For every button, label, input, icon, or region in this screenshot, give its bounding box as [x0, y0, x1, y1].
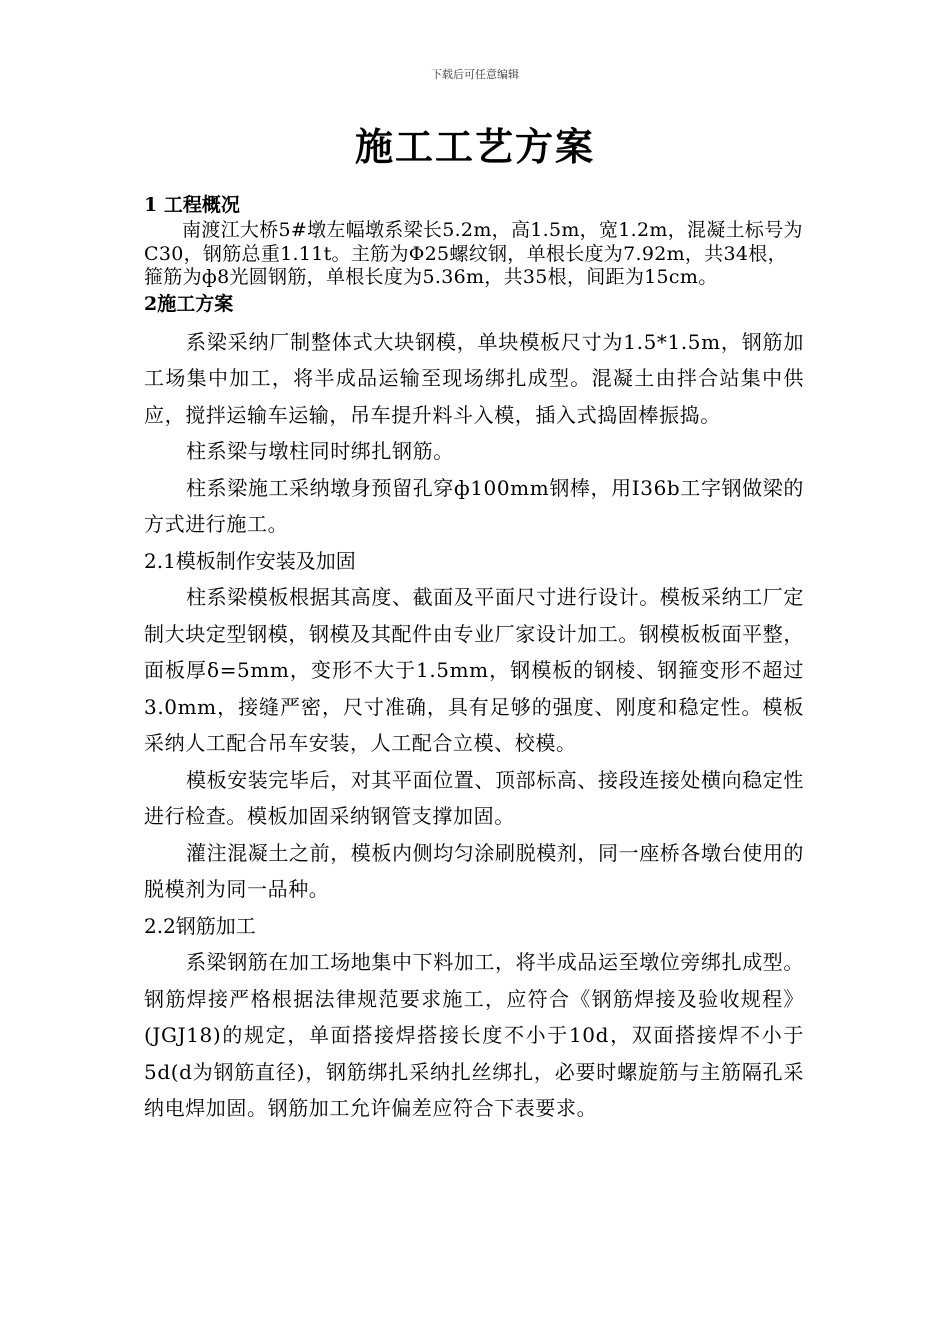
section-2-2-heading: 2.2钢筋加工: [144, 913, 256, 938]
section-2-paragraph: 柱系梁施工采纳墩身预留孔穿ф100mm钢棒，用I36b工字钢做梁的方式进行施工。: [144, 475, 804, 536]
section-2-2-paragraph: 系梁钢筋在加工场地集中下料加工，将半成品运至墩位旁绑扎成型。钢筋焊接严格根据法律规范要求施工，应符合《钢筋焊接及验收规程》(JGJ18)的规定，单面搭接焊搭接长度不小于10d，双面搭接焊不小于5d(d为钢筋直径)，钢筋绑扎采纳扎丝绑扎，必要时螺旋筋与主筋隔孔采纳电焊加固。钢筋加工允许偏差应符合下表要求。: [144, 950, 804, 1120]
section-2-paragraph: 柱系梁与墩柱同时绑扎钢筋。: [186, 439, 454, 463]
section-2-1-paragraph: 灌注混凝土之前，模板内侧均匀涂刷脱模剂，同一座桥各墩台使用的脱模剂为同一品种。: [144, 840, 804, 901]
section-2-1-paragraph: 模板安装完毕后，对其平面位置、顶部标高、接段连接处横向稳定性进行检查。模板加固采纳钢管支撑加固。: [144, 767, 804, 828]
section-1-heading: 1 工程概况: [144, 194, 240, 216]
section-2-1-heading: 2.1模板制作安装及加固: [144, 548, 356, 573]
section-2-paragraph: 系梁采纳厂制整体式大块钢模，单块模板尺寸为1.5*1.5m，钢筋加工场集中加工，将半成品运输至现场绑扎成型。混凝土由拌合站集中供应，搅拌运输车运输，吊车提升料斗入模，插入式捣固棒振捣。: [144, 329, 804, 427]
document-title: 施工工艺方案: [354, 124, 595, 169]
section-1-body: 南渡江大桥5#墩左幅墩系梁长5.2m，高1.5m，宽1.2m，混凝土标号为C30，钢筋总重1.11t。主筋为Φ25螺纹钢，单根长度为7.92m，共34根，箍筋为ф8光圆钢筋，单根长度为5.36m，共35根，间距为15cm。: [144, 219, 803, 288]
section-2-heading: 2施工方案: [144, 292, 234, 315]
page-header-note: 下载后可任意编辑: [431, 68, 519, 81]
section-2-1-paragraph: 柱系梁模板根据其高度、截面及平面尺寸进行设计。模板采纳工厂定制大块定型钢模，钢模及其配件由专业厂家设计加工。钢模板板面平整，面板厚δ=5mm，变形不大于1.5mm，钢模板的钢棱、钢箍变形不超过3.0mm，接缝严密，尺寸准确，具有足够的强度、刚度和稳定性。模板采纳人工配合吊车安装，人工配合立模、校模。: [144, 585, 804, 755]
document-body: [144, 191, 804, 1127]
